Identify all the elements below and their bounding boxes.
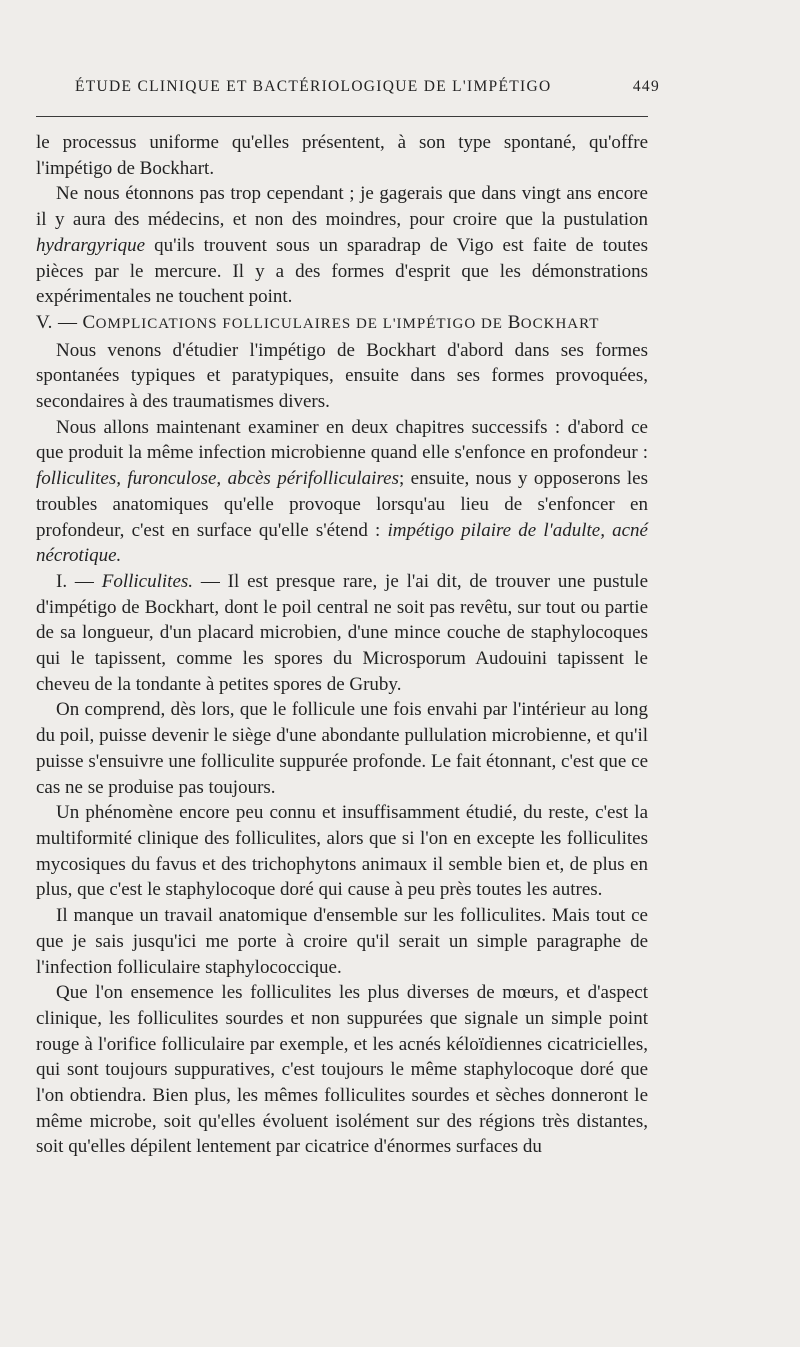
body-text	[36, 130, 648, 1160]
paragraph: Nous allons maintenant examiner en deux chapitres successifs : d'abord ce que produit la même infection microbienne quand elle s'enfonce en profondeur : folliculites, furonculose, abcès périfolliculaires; ensuite, nous y opposerons les troubles anatomiques qu'elle provoque lorsqu'au lieu de s'enfoncer en profondeur, c'est en surface qu'elle s'étend : impétigo pilaire de l'adulte, acné nécrotique.	[36, 416, 648, 567]
header-title: ÉTUDE CLINIQUE ET BACTÉRIOLOGIQUE DE L'IMPÉTIGO	[75, 78, 552, 95]
paragraph: On comprend, dès lors, que le follicule une fois envahi par l'intérieur au long du poil, puisse devenir le siège d'une abondante pullulation microbienne, et qu'il puisse s'ensuivre une folliculite suppurée profonde. Le fait étonnant, c'est que ce cas ne se produise pas toujours.	[36, 699, 648, 798]
paragraph: I. — Folliculites. — Il est presque rare, je l'ai dit, de trouver une pustule d'impétigo de Bockhart, dont le poil central ne soit pas revêtu, sur tout ou partie de sa longueur, d'un placard microbien, d'une mince couche de staphylocoques qui le tapissent, comme les spores du Microsporum Audouini tapissent le cheveu de la tondante à petites spores de Gruby.	[36, 570, 649, 695]
paragraph: le processus uniforme qu'elles présentent, à son type spontané, qu'offre l'impétigo de Bockhart.	[36, 132, 648, 179]
paragraph: Nous venons d'étudier l'impétigo de Bockhart d'abord dans ses formes spontanées typiques et paratypiques, ensuite dans ses formes provoquées, secondaires à des traumatismes divers.	[36, 339, 648, 413]
paragraph: Ne nous étonnons pas trop cependant ; je gagerais que dans vingt ans encore il y aura des médecins, et non des moindres, pour croire que la pustulation hydrargyrique qu'ils trouvent sous un sparadrap de Vigo est faite de toutes pièces par le mercure. Il y a des formes d'esprit que les démonstrations expérimentales ne touchent point.	[36, 183, 649, 308]
running-header	[75, 78, 660, 96]
header-rule	[36, 116, 648, 117]
paragraph: Que l'on ensemence les folliculites les plus diverses de mœurs, et d'aspect clinique, les folliculites sourdes et non suppurées que signale un simple point rouge à l'orifice folliculaire par exemple, et les acnés kéloïdiennes cicatricielles, qui sont toujours suppuratives, c'est toujours le même staphylocoque doré que l'on obtiendra. Bien plus, les mêmes folliculites sourdes et sèches donneront le même microbe, soit qu'elles évoluent isolément sur des régions très distantes, soit qu'elles dépilent lentement par cicatrice d'énormes surfaces du	[36, 982, 648, 1158]
paragraph: Un phénomène encore peu connu et insuffisamment étudié, du reste, c'est la multiformité clinique des folliculites, alors que si l'on en excepte les folliculites mycosiques du favus et des trichophytons animaux il semble bien et, de plus en plus, que c'est le staphylocoque doré qui cause à peu près toutes les autres.	[36, 802, 648, 901]
section-heading: V. — COMPLICATIONS FOLLICULAIRES DE L'IMPÉTIGO DE BOCKHART	[36, 311, 600, 333]
page-number: 449	[632, 78, 660, 95]
paragraph: Il manque un travail anatomique d'ensemble sur les folliculites. Mais tout ce que je sais jusqu'ici me porte à croire qu'il serait un simple paragraphe de l'infection folliculaire staphylococcique.	[36, 905, 648, 978]
